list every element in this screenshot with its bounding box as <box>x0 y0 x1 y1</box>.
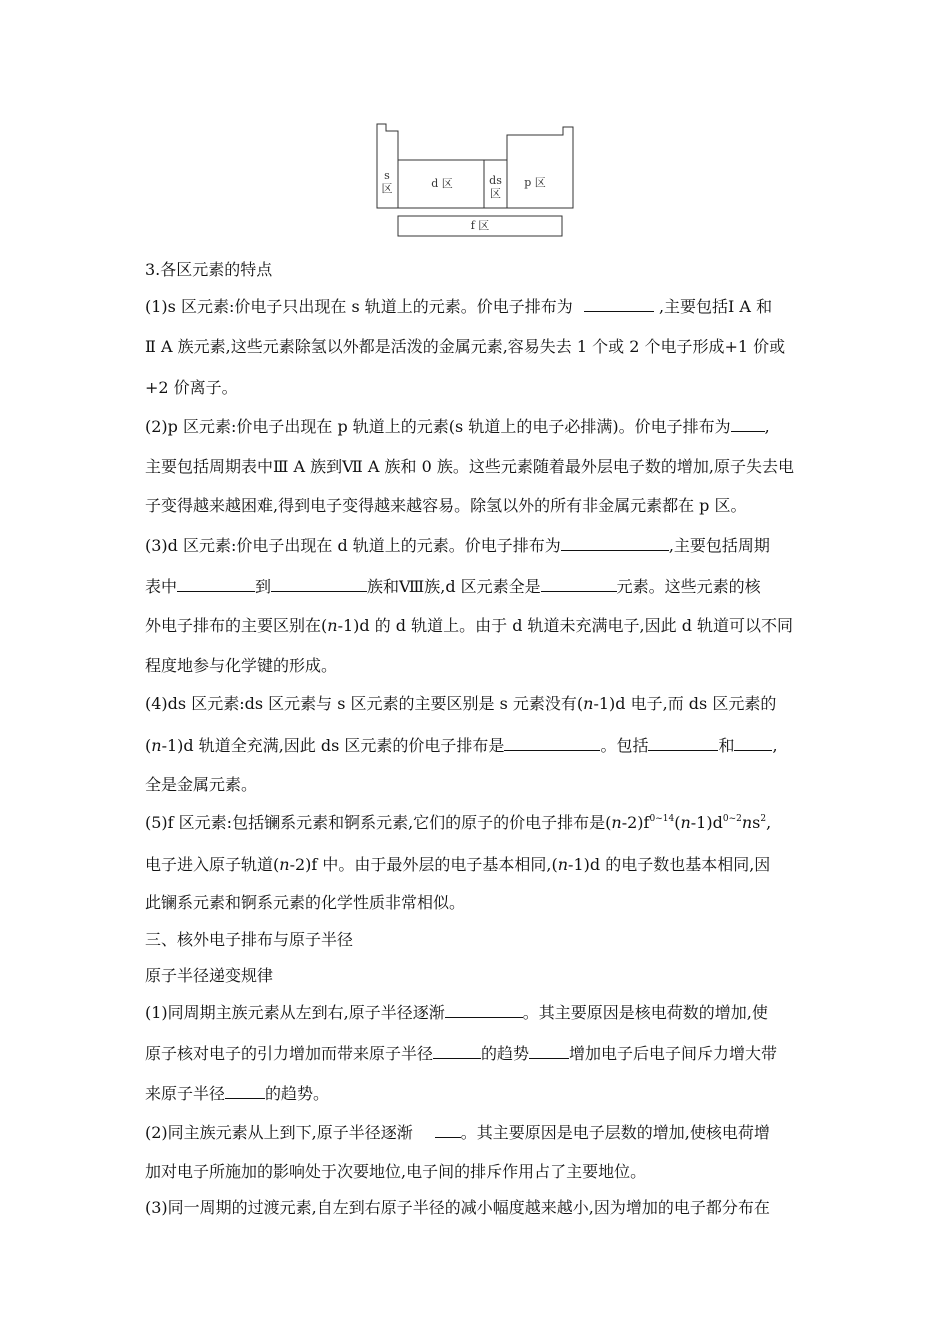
answer-blank[interactable] <box>529 1043 569 1059</box>
p2-line3: 子变得越来越困难,得到电子变得越来越容易。除氢以外的所有非金属元素都在 p 区。 <box>145 496 747 515</box>
f-block-label: f 区 <box>470 219 490 232</box>
answer-blank[interactable] <box>445 1002 523 1018</box>
answer-blank[interactable] <box>648 735 718 751</box>
answer-blank[interactable] <box>734 735 772 751</box>
answer-blank[interactable] <box>225 1083 265 1099</box>
p-block-label: p 区 <box>524 176 546 189</box>
r1-line2: 原子核对电子的引力增加而带来原子半径 的趋势 增加电子后电子间斥力增大带 <box>145 1044 778 1063</box>
section-three-subheading: 原子半径递变规律 <box>145 966 274 985</box>
answer-blank[interactable] <box>561 535 669 551</box>
p3-line4: 程度地参与化学键的形成。 <box>145 656 338 675</box>
section-three-heading: 三、核外电子排布与原子半径 <box>145 930 354 949</box>
answer-blank[interactable] <box>504 735 600 751</box>
d-block-label: d 区 <box>431 177 453 190</box>
answer-blank[interactable] <box>435 1122 461 1138</box>
p4-line3: 全是金属元素。 <box>145 775 258 794</box>
answer-blank[interactable] <box>177 576 255 592</box>
s-block-outline <box>377 124 398 208</box>
p2-line1: (2)p 区元素:价电子出现在 p 轨道上的元素(s 轨道上的电子必排满)。价电子排布为 , <box>145 417 770 436</box>
periodic-table-blocks-figure <box>0 0 950 250</box>
p1-line2: Ⅱ A 族元素,这些元素除氢以外都是活泼的金属元素,容易失去 1 个或 2 个电子形成+1 价或 <box>145 337 786 356</box>
p4-line1: (4)ds 区元素:ds 区元素与 s 区元素的主要区别是 s 元素没有(n-1)d 电子,而 ds 区元素的 <box>145 694 777 713</box>
answer-blank[interactable] <box>541 576 617 592</box>
p3-line3: 外电子排布的主要区别在(n-1)d 的 d 轨道上。由于 d 轨道未充满电子,因此 d 轨道可以不同 <box>145 616 794 635</box>
answer-blank[interactable] <box>271 576 367 592</box>
s-block-label-1: s <box>384 169 390 182</box>
r1-line3: 来原子半径 的趋势。 <box>145 1084 330 1103</box>
periodic-table-outline <box>0 0 950 250</box>
ds-block-label-1: ds <box>489 174 502 187</box>
answer-blank[interactable] <box>433 1043 481 1059</box>
p-block-outline <box>507 127 573 208</box>
p4-line2: (n-1)d 轨道全充满,因此 ds 区元素的价电子排布是 。包括 和 , <box>145 736 778 755</box>
p5-line2: 电子进入原子轨道(n-2)f 中。由于最外层的电子基本相同,(n-1)d 的电子数也基本相同,因 <box>145 855 771 874</box>
r3-line1: (3)同一周期的过渡元素,自左到右原子半径的减小幅度越来越小,因为增加的电子都分布在 <box>145 1198 770 1217</box>
p5-line1: (5)f 区元素:包括镧系元素和锕系元素,它们的原子的价电子排布是$(n-2)f^{0\sim 14}(n-1)d^{0\sim 2}ns^2$, <box>145 813 772 832</box>
ds-block-label-2: 区 <box>490 187 501 200</box>
p3-line1: (3)d 区元素:价电子出现在 d 轨道上的元素。价电子排布为 ,主要包括周期 <box>145 536 770 555</box>
p3-line2: 表中 到 族和Ⅷ族,d 区元素全是 元素。这些元素的核 <box>145 577 761 596</box>
p1-line1: (1)s 区元素:价电子只出现在 s 轨道上的元素。价电子排布为 ,主要包括Ⅰ A 和 <box>145 297 773 316</box>
r2-line1: (2)同主族元素从上到下,原子半径逐渐 。其主要原因是电子层数的增加,使核电荷增 <box>145 1123 770 1142</box>
p1-line3: +2 价离子。 <box>145 378 238 397</box>
p5-line3: 此镧系元素和锕系元素的化学性质非常相似。 <box>145 893 466 912</box>
r1-line1: (1)同周期主族元素从左到右,原子半径逐渐 。其主要原因是核电荷数的增加,使 <box>145 1003 768 1022</box>
r2-line2: 加对电子所施加的影响处于次要地位,电子间的排斥作用占了主要地位。 <box>145 1162 647 1181</box>
answer-blank[interactable] <box>731 416 765 432</box>
answer-blank[interactable] <box>584 296 654 312</box>
section3-title: 3.各区元素的特点 <box>145 260 273 279</box>
s-block-label-2: 区 <box>381 182 393 195</box>
p2-line2: 主要包括周期表中Ⅲ A 族到Ⅶ A 族和 0 族。这些元素随着最外层电子数的增加,原子失去电 <box>145 457 794 476</box>
